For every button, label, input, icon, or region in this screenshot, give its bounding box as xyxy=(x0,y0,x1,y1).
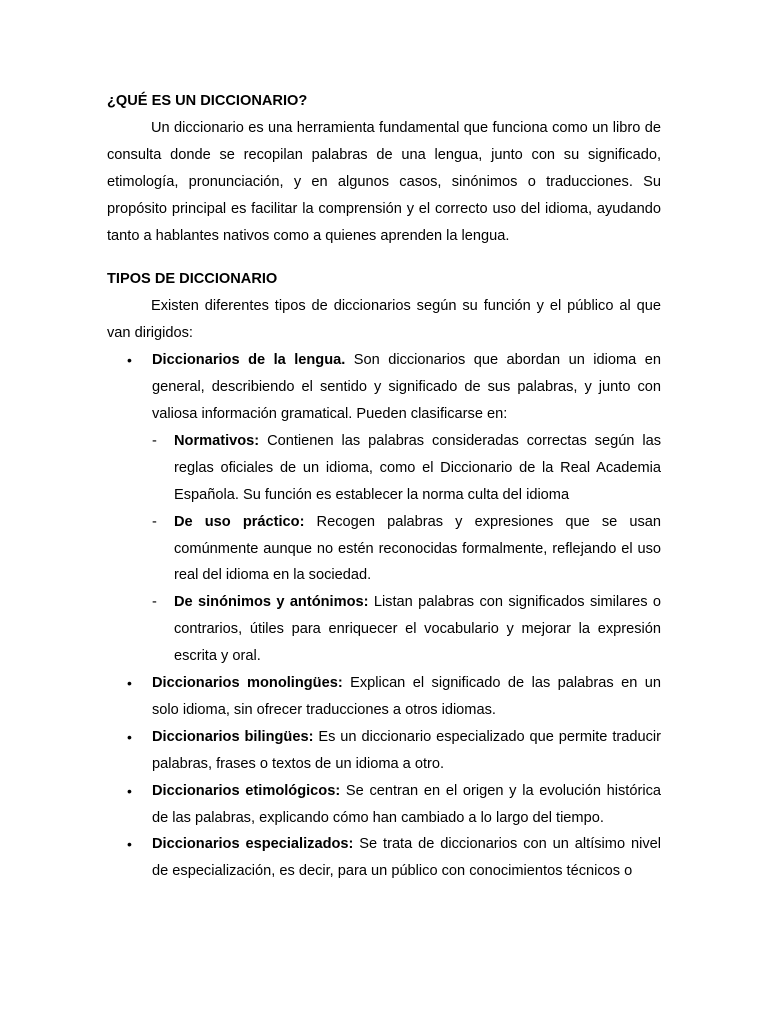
dash-icon: - xyxy=(152,432,157,449)
dash-icon: - xyxy=(152,513,157,530)
sublist-item-text: Listan palabras con significados similares o contrarios, útiles para enriquecer el vocabulario y mejorar la expresión escrita y oral. xyxy=(174,594,661,665)
lengua-subtypes-list xyxy=(152,428,661,670)
section-heading-tipos: TIPOS DE DICCIONARIO xyxy=(107,271,278,288)
bullet-icon: • xyxy=(127,675,132,692)
bullet-icon: • xyxy=(127,836,132,853)
list-item-text: Explican el significado de las palabras en un solo idioma, sin ofrecer traducciones a otros idiomas. xyxy=(152,675,662,718)
definition-paragraph: Un diccionario es una herramienta fundamental que funciona como un libro de consulta donde se recopilan palabras de una lengua, junto con su significado, etimología, pronunciación, y en algunos casos, sinónimos o traducciones. Su propósito principal es facilitar la comprensión y el correcto uso del idioma, ayudando tanto a hablantes nativos como a quienes aprenden la lengua. xyxy=(107,119,661,244)
document-body xyxy=(107,88,661,885)
sublist-item-text: Contienen las palabras consideradas correctas según las reglas oficiales de un idioma, como el Diccionario de la Real Academia Española. Su función es establecer la norma culta del idioma xyxy=(174,432,661,503)
sublist-item-term: De sinónimos y antónimos: xyxy=(174,594,369,611)
sublist-item-text: Recogen palabras y expresiones que se usan comúnmente aunque no estén reconocidas formalmente, reflejando el uso real del idioma en la sociedad. xyxy=(174,513,661,584)
sublist-item-term: Normativos: xyxy=(174,432,260,449)
sublist-item-term: De uso práctico: xyxy=(174,513,305,530)
sublist-item-uso-practico xyxy=(152,509,661,590)
section-heading-que-es: ¿QUÉ ES UN DICCIONARIO? xyxy=(107,93,308,109)
list-item-especializados xyxy=(107,831,661,885)
list-item-term: Diccionarios bilingües: xyxy=(152,728,314,745)
list-item-text: Son diccionarios que abordan un idioma en general, describiendo el sentido y significado de sus palabras, y junto con valiosa información gramatical. Pueden clasificarse en: xyxy=(152,352,661,422)
list-item-lengua xyxy=(107,347,661,670)
section-spacer xyxy=(107,249,661,266)
dictionary-types-list xyxy=(107,347,661,885)
bullet-icon: • xyxy=(127,782,132,799)
sublist-item-normativos xyxy=(152,428,661,509)
list-item-text: Se centran en el origen y la evolución histórica de las palabras, explicando cómo han cambiado a lo largo del tiempo. xyxy=(152,782,661,826)
list-item-etimologicos xyxy=(107,778,661,832)
list-item-term: Diccionarios de la lengua. xyxy=(152,352,346,369)
list-item-bilingues xyxy=(107,724,661,778)
list-item-term: Diccionarios monolingües: xyxy=(152,675,343,692)
list-item-monolingues xyxy=(107,670,661,724)
types-intro-paragraph: Existen diferentes tipos de diccionarios según su función y el público al que van dirigidos: xyxy=(107,298,661,342)
list-item-term: Diccionarios especializados: xyxy=(152,836,354,853)
list-item-text: Se trata de diccionarios con un altísimo nivel de especialización, es decir, para un público con conocimientos técnicos o xyxy=(152,836,661,880)
dash-icon: - xyxy=(152,594,157,611)
bullet-icon: • xyxy=(127,352,132,369)
list-item-term: Diccionarios etimológicos: xyxy=(152,782,341,799)
bullet-icon: • xyxy=(127,728,132,745)
list-item-text: Es un diccionario especializado que permite traducir palabras, frases o textos de un idioma a otro. xyxy=(152,728,662,772)
sublist-item-sinonimos xyxy=(152,589,661,670)
